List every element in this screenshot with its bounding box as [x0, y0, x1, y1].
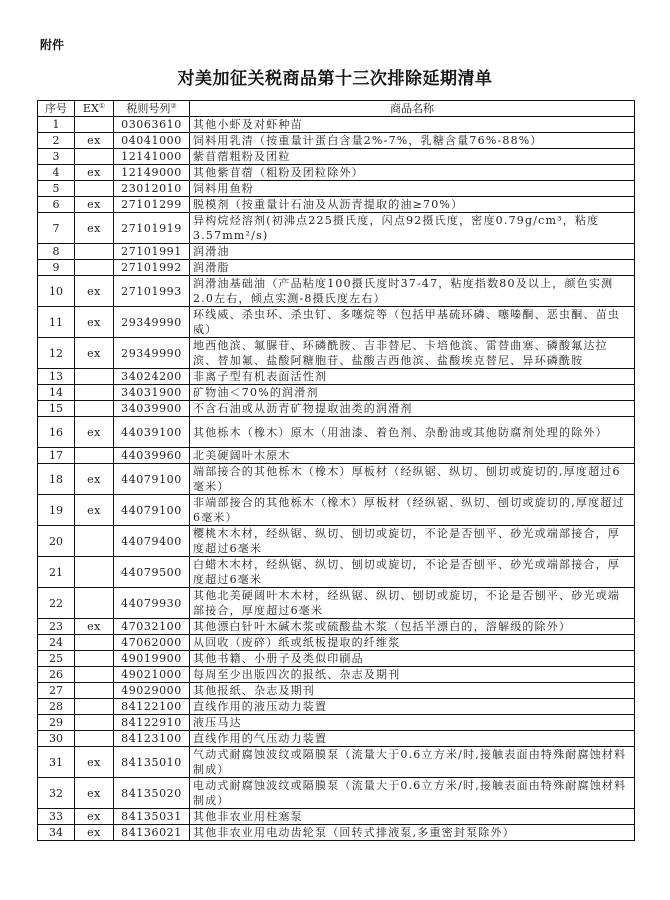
ex-cell: [75, 149, 114, 165]
tariff-code-cell: 47062000: [114, 635, 190, 651]
table-row: [38, 619, 635, 635]
serial-number-cell: 30: [38, 731, 75, 747]
product-name-cell: 环线威、杀虫环、杀虫钉、多噻烷等（包括甲基硫环磷、噻嗪酮、恶虫酮、苗虫威）: [190, 307, 635, 338]
serial-number-cell: 18: [38, 464, 75, 495]
tariff-code-cell: 34024200: [114, 369, 190, 385]
tariff-code-cell: 84135010: [114, 747, 190, 778]
serial-number-cell: 7: [38, 213, 75, 244]
product-name-cell: 其他漂白针叶木碱木浆或硫酸盐木浆（包括半漂白的，溶解级的除外）: [190, 619, 635, 635]
product-name-cell: 饲料用鱼粉: [190, 181, 635, 197]
table-row: [38, 651, 635, 667]
table-row: [38, 448, 635, 464]
tariff-code-cell: 44079100: [114, 495, 190, 526]
serial-number-cell: 11: [38, 307, 75, 338]
table-row: [38, 809, 635, 825]
serial-number-cell: 34: [38, 825, 75, 841]
tariff-code-cell: 84122910: [114, 715, 190, 731]
tariff-code-cell: 44079500: [114, 557, 190, 588]
ex-cell: [75, 385, 114, 401]
table-row: [38, 385, 635, 401]
serial-number-cell: 27: [38, 683, 75, 699]
ex-cell: [75, 683, 114, 699]
serial-number-cell: 17: [38, 448, 75, 464]
header-ex: EX①: [75, 101, 114, 117]
product-name-cell: 每周至少出版四次的报纸、杂志及期刊: [190, 667, 635, 683]
product-name-cell: 其他小虾及对虾种苗: [190, 117, 635, 133]
ex-cell: ex: [75, 778, 114, 809]
tariff-code-cell: 12149000: [114, 165, 190, 181]
tariff-code-cell: 44079930: [114, 588, 190, 619]
serial-number-cell: 2: [38, 133, 75, 149]
tariff-code-cell: 49021000: [114, 667, 190, 683]
tariff-code-cell: 47032100: [114, 619, 190, 635]
serial-number-cell: 31: [38, 747, 75, 778]
table-row: [38, 715, 635, 731]
table-row: [38, 307, 635, 338]
serial-number-cell: 8: [38, 244, 75, 260]
product-name-cell: 其他北美硬阔叶木木材，经纵锯、纵切、刨切或旋切，不论是否刨平、砂光或端部接合，厚度超过6毫米: [190, 588, 635, 619]
ex-cell: ex: [75, 619, 114, 635]
table-row: [38, 699, 635, 715]
serial-number-cell: 4: [38, 165, 75, 181]
ex-cell: [75, 667, 114, 683]
serial-number-cell: 6: [38, 197, 75, 213]
serial-number-cell: 12: [38, 338, 75, 369]
product-name-cell: 非离子型有机表面活性剂: [190, 369, 635, 385]
tariff-code-cell: 27101991: [114, 244, 190, 260]
tariff-code-cell: 27101993: [114, 276, 190, 307]
table-row: [38, 197, 635, 213]
table-row: [38, 557, 635, 588]
product-name-cell: 气动式耐腐蚀波纹或隔膜泵（流量大于0.6立方米/时,接触表面由特殊耐腐蚀材料制成）: [190, 747, 635, 778]
table-row: [38, 133, 635, 149]
tariff-code-cell: 27101919: [114, 213, 190, 244]
serial-number-cell: 24: [38, 635, 75, 651]
tariff-code-cell: 49029000: [114, 683, 190, 699]
table-row: [38, 165, 635, 181]
tariff-code-cell: 44079100: [114, 464, 190, 495]
ex-cell: ex: [75, 825, 114, 841]
table-row: [38, 778, 635, 809]
product-name-cell: 其他栎木（橡木）原木（用油漆、着色剂、杂酚油或其他防腐剂处理的除外）: [190, 417, 635, 448]
ex-cell: [75, 260, 114, 276]
table-row: [38, 401, 635, 417]
ex-cell: ex: [75, 338, 114, 369]
table-row: [38, 825, 635, 841]
tariff-code-cell: 04041000: [114, 133, 190, 149]
product-name-cell: 脱模剂（按重量计石油及从沥青提取的油≥70%）: [190, 197, 635, 213]
tariff-code-cell: 44039960: [114, 448, 190, 464]
header-serial-number: 序号: [38, 101, 75, 117]
ex-cell: [75, 588, 114, 619]
table-row: [38, 244, 635, 260]
ex-cell: [75, 651, 114, 667]
product-name-cell: 电动式耐腐蚀波纹或隔膜泵（流量大于0.6立方米/时,接触表面由特殊耐腐蚀材料制成）: [190, 778, 635, 809]
tariff-code-cell: 12141000: [114, 149, 190, 165]
ex-cell: ex: [75, 276, 114, 307]
serial-number-cell: 16: [38, 417, 75, 448]
product-name-cell: 白蜡木木材，经纵锯、纵切、刨切或旋切，不论是否刨平、砂光或端部接合，厚度超过6毫米: [190, 557, 635, 588]
ex-cell: [75, 715, 114, 731]
tariff-code-cell: 44039100: [114, 417, 190, 448]
ex-cell: [75, 244, 114, 260]
ex-cell: ex: [75, 809, 114, 825]
table-row: [38, 747, 635, 778]
product-name-cell: 润滑油基础油（产品粘度100摄氏度时37-47，粘度指数80及以上，颜色实测2.0左右，倾点实测-8摄氏度左右）: [190, 276, 635, 307]
table-row: [38, 526, 635, 557]
serial-number-cell: 15: [38, 401, 75, 417]
serial-number-cell: 28: [38, 699, 75, 715]
product-name-cell: 地西他滨、氟脲苷、环磷酰胺、吉非替尼、卡培他滨、雷替曲塞、磷酸氟达拉滨、替加氟、盐酸阿糖胞苷、盐酸吉西他滨、盐酸埃克替尼、异环磷酰胺: [190, 338, 635, 369]
serial-number-cell: 9: [38, 260, 75, 276]
serial-number-cell: 21: [38, 557, 75, 588]
footnote-marker-1: ①: [98, 102, 106, 110]
table-row: [38, 731, 635, 747]
table-row: [38, 338, 635, 369]
tariff-code-cell: 84135031: [114, 809, 190, 825]
product-name-cell: 饲料用乳清（按重量计蛋白含量2%-7%，乳糖含量76%-88%）: [190, 133, 635, 149]
tariff-code-cell: 49019900: [114, 651, 190, 667]
ex-cell: [75, 117, 114, 133]
ex-cell: [75, 401, 114, 417]
table-row: [38, 464, 635, 495]
serial-number-cell: 32: [38, 778, 75, 809]
tariff-code-cell: 84135020: [114, 778, 190, 809]
ex-cell: ex: [75, 197, 114, 213]
ex-cell: [75, 369, 114, 385]
serial-number-cell: 19: [38, 495, 75, 526]
table-body: [38, 117, 635, 841]
tariff-code-cell: 34031900: [114, 385, 190, 401]
serial-number-cell: 33: [38, 809, 75, 825]
table-row: [38, 417, 635, 448]
product-name-cell: 紫苜蓿粗粉及团粒: [190, 149, 635, 165]
table-row: [38, 369, 635, 385]
header-product-name: 商品名称: [190, 101, 635, 117]
tariff-code-cell: 03063610: [114, 117, 190, 133]
tariff-code-cell: 29349990: [114, 338, 190, 369]
header-tariff-code: 税则号列②: [114, 101, 190, 117]
ex-cell: [75, 557, 114, 588]
table-row: [38, 635, 635, 651]
product-name-cell: 直线作用的气压动力装置: [190, 731, 635, 747]
table-row: [38, 181, 635, 197]
table-header-row: [38, 101, 635, 117]
ex-cell: [75, 699, 114, 715]
table-row: [38, 495, 635, 526]
ex-cell: ex: [75, 417, 114, 448]
product-name-cell: 其他紫苜蓿（粗粉及团粒除外）: [190, 165, 635, 181]
serial-number-cell: 23: [38, 619, 75, 635]
ex-cell: ex: [75, 213, 114, 244]
product-name-cell: 直线作用的液压动力装置: [190, 699, 635, 715]
ex-cell: ex: [75, 133, 114, 149]
tariff-code-cell: 29349990: [114, 307, 190, 338]
product-name-cell: 其他非农业用电动齿轮泵（回转式排液泵,多重密封泵除外）: [190, 825, 635, 841]
product-name-cell: 其他报纸、杂志及期刊: [190, 683, 635, 699]
ex-cell: ex: [75, 464, 114, 495]
table-row: [38, 117, 635, 133]
attachment-label: 附件: [40, 38, 65, 52]
table-row: [38, 260, 635, 276]
product-name-cell: 润滑脂: [190, 260, 635, 276]
serial-number-cell: 1: [38, 117, 75, 133]
serial-number-cell: 20: [38, 526, 75, 557]
exclusion-list-table: [37, 100, 635, 841]
ex-cell: ex: [75, 165, 114, 181]
footnote-marker-2: ②: [170, 102, 177, 110]
product-name-cell: 非端部接合的其他栎木（橡木）厚板材（经纵锯、纵切、刨切或旋切的,厚度超过6毫米）: [190, 495, 635, 526]
product-name-cell: 润滑油: [190, 244, 635, 260]
ex-cell: ex: [75, 307, 114, 338]
serial-number-cell: 10: [38, 276, 75, 307]
product-name-cell: 北美硬阔叶木原木: [190, 448, 635, 464]
tariff-code-cell: 27101299: [114, 197, 190, 213]
ex-cell: [75, 526, 114, 557]
serial-number-cell: 5: [38, 181, 75, 197]
product-name-cell: 不含石油或从沥青矿物提取油类的润滑剂: [190, 401, 635, 417]
table-row: [38, 276, 635, 307]
tariff-code-cell: 84123100: [114, 731, 190, 747]
table-row: [38, 149, 635, 165]
ex-cell: ex: [75, 747, 114, 778]
tariff-code-cell: 34039900: [114, 401, 190, 417]
serial-number-cell: 29: [38, 715, 75, 731]
serial-number-cell: 22: [38, 588, 75, 619]
product-name-cell: 其他书籍、小册子及类似印刷品: [190, 651, 635, 667]
product-name-cell: 樱桃木木材，经纵锯、纵切、刨切或旋切，不论是否刨平、砂光或端部接合，厚度超过6毫米: [190, 526, 635, 557]
ex-cell: [75, 731, 114, 747]
serial-number-cell: 26: [38, 667, 75, 683]
product-name-cell: 其他非农业用柱塞泵: [190, 809, 635, 825]
table-row: [38, 588, 635, 619]
ex-cell: [75, 635, 114, 651]
tariff-code-cell: 84122100: [114, 699, 190, 715]
product-name-cell: 端部接合的其他栎木（橡木）厚板材（经纵锯、纵切、刨切或旋切的,厚度超过6毫米）: [190, 464, 635, 495]
ex-cell: [75, 448, 114, 464]
serial-number-cell: 13: [38, 369, 75, 385]
serial-number-cell: 3: [38, 149, 75, 165]
tariff-code-cell: 44079400: [114, 526, 190, 557]
tariff-code-cell: 23012010: [114, 181, 190, 197]
tariff-code-cell: 84136021: [114, 825, 190, 841]
table-row: [38, 683, 635, 699]
ex-cell: ex: [75, 495, 114, 526]
ex-cell: [75, 181, 114, 197]
tariff-code-cell: 27101992: [114, 260, 190, 276]
table-row: [38, 213, 635, 244]
product-name-cell: 异构烷烃溶剂(初沸点225摄氏度，闪点92摄氏度，密度0.79g/cm³，粘度3.57mm²/s): [190, 213, 635, 244]
serial-number-cell: 14: [38, 385, 75, 401]
product-name-cell: 从回收（废碎）纸或纸板提取的纤维浆: [190, 635, 635, 651]
product-name-cell: 液压马达: [190, 715, 635, 731]
page-title: 对美加征关税商品第十三次排除延期清单: [177, 69, 493, 89]
serial-number-cell: 25: [38, 651, 75, 667]
product-name-cell: 矿物油＜70%的润滑剂: [190, 385, 635, 401]
table-row: [38, 667, 635, 683]
